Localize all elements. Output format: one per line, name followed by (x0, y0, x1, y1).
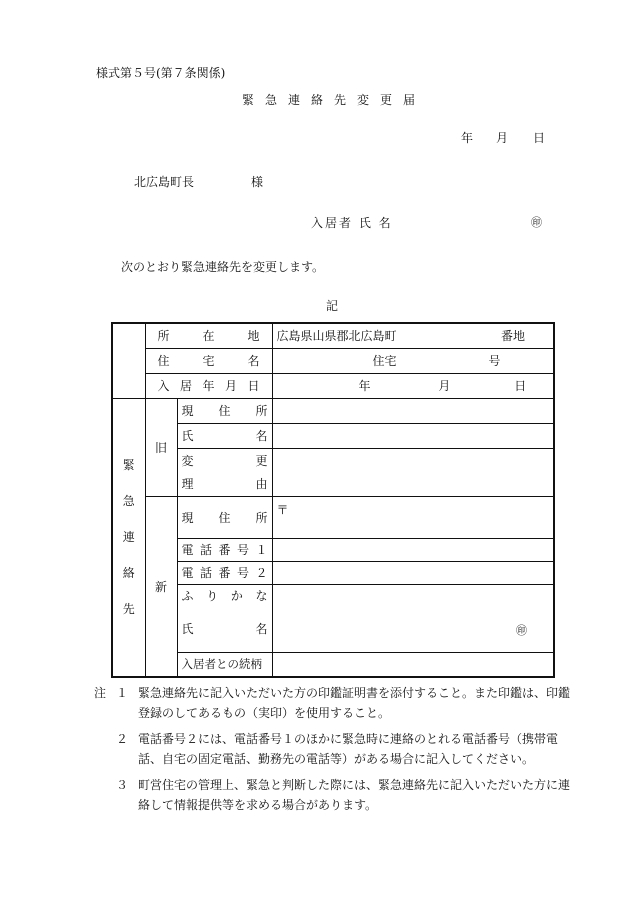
date-day-label: 日 (533, 131, 546, 145)
old-reason-label-cell-bottom (177, 472, 272, 496)
housing-label-cell (145, 348, 272, 373)
date-year-label: 年 (461, 131, 474, 145)
relation-label: 入居者との続柄 (181, 657, 262, 672)
new-name-label: 氏名 (181, 622, 268, 637)
note-number: ３ (116, 778, 129, 792)
move-in-date-field[interactable] (272, 373, 554, 398)
new-address-field[interactable] (272, 496, 554, 538)
notes-label: 注 (94, 686, 107, 700)
new-address-label: 現住所 (181, 510, 268, 525)
old-address-label: 現住所 (181, 404, 268, 418)
new-seal-mark: ㊞ (516, 623, 528, 637)
ki-label: 記 (326, 299, 339, 313)
note-number: １ (116, 686, 129, 700)
new-phone2-label: 電話番号２ (181, 566, 268, 580)
new-name-label-cell (177, 606, 272, 652)
new-name-field[interactable] (272, 584, 554, 652)
housing-field[interactable] (272, 348, 554, 373)
housing-suffix: 号 (488, 354, 501, 368)
old-section-cell (145, 398, 177, 496)
note-item (94, 775, 574, 815)
location-label-cell (145, 323, 272, 348)
new-section-label: 新 (154, 579, 167, 594)
new-phone2-field[interactable] (272, 561, 554, 584)
relation-field[interactable] (272, 652, 554, 677)
intro-text: 次のとおり緊急連絡先を変更します。 (121, 260, 325, 274)
resident-name-label: 入居者 氏 名 (311, 216, 393, 230)
old-address-label-cell (177, 398, 272, 423)
note-item (94, 683, 574, 723)
location-value: 広島県山県郡北広島町 (276, 329, 397, 344)
addressee-name: 北広島町長 (134, 175, 195, 189)
location-suffix: 番地 (501, 329, 526, 344)
header-blank-cell (112, 323, 145, 398)
note-item (94, 729, 574, 769)
notes-section (94, 683, 574, 821)
note-text: 町営住宅の管理上、緊急と判断した際には、緊急連絡先に記入いただいた方に連絡して情報提供等を求める場合があります。 (138, 778, 571, 812)
move-in-label: 入居年月日 (157, 379, 260, 393)
old-reason-label-2: 理由 (181, 477, 268, 492)
note-text: 電話番号２には、電話番号１のほかに緊急時に連絡のとれる電話番号（携帯電話、自宅の固定電話、勤務先の電話等）がある場合に記入してください。 (138, 732, 559, 766)
resident-seal-mark: ㊞ (531, 216, 542, 229)
new-furigana-label-cell (177, 584, 272, 606)
location-label: 所在地 (157, 329, 260, 344)
new-address-label-cell (177, 496, 272, 538)
move-in-label-cell (145, 373, 272, 398)
note-text: 緊急連絡先に記入いただいた方の印鑑証明書を添付すること。また印鑑は、印鑑登録のしてあるもの（実印）を使用すること。 (138, 686, 571, 720)
move-in-day: 日 (514, 379, 527, 393)
addressee-honorific: 様 (251, 175, 264, 189)
old-name-label-cell (177, 423, 272, 448)
housing-label: 住宅名 (157, 354, 260, 368)
note-number: ２ (116, 732, 129, 746)
old-reason-label-1: 変更 (181, 453, 268, 468)
new-phone1-label: 電話番号１ (181, 543, 268, 557)
location-field[interactable] (272, 323, 554, 348)
date-month-label: 月 (496, 131, 509, 145)
new-phone1-label-cell (177, 538, 272, 561)
old-reason-label-cell-top (177, 448, 272, 472)
move-in-year: 年 (358, 379, 371, 393)
old-reason-field[interactable] (272, 448, 554, 496)
emergency-contact-group-label: 緊急連絡先 (122, 458, 135, 617)
form-table (111, 322, 553, 678)
old-name-field[interactable] (272, 423, 554, 448)
move-in-month: 月 (438, 379, 451, 393)
new-section-cell (145, 496, 177, 677)
new-phone2-label-cell (177, 561, 272, 584)
new-phone1-field[interactable] (272, 538, 554, 561)
new-furigana-label: ふりかな (181, 588, 268, 603)
old-section-label: 旧 (154, 440, 167, 455)
old-address-field[interactable] (272, 398, 554, 423)
emergency-contact-group-cell (112, 398, 145, 677)
page-title: 緊急連絡先変更届 (242, 93, 427, 107)
relation-label-cell (177, 652, 272, 677)
form-number: 様式第５号(第７条関係) (96, 66, 226, 80)
housing-value: 住宅 (372, 354, 397, 368)
postal-mark: 〒 (276, 502, 289, 517)
old-name-label: 氏名 (181, 429, 268, 443)
